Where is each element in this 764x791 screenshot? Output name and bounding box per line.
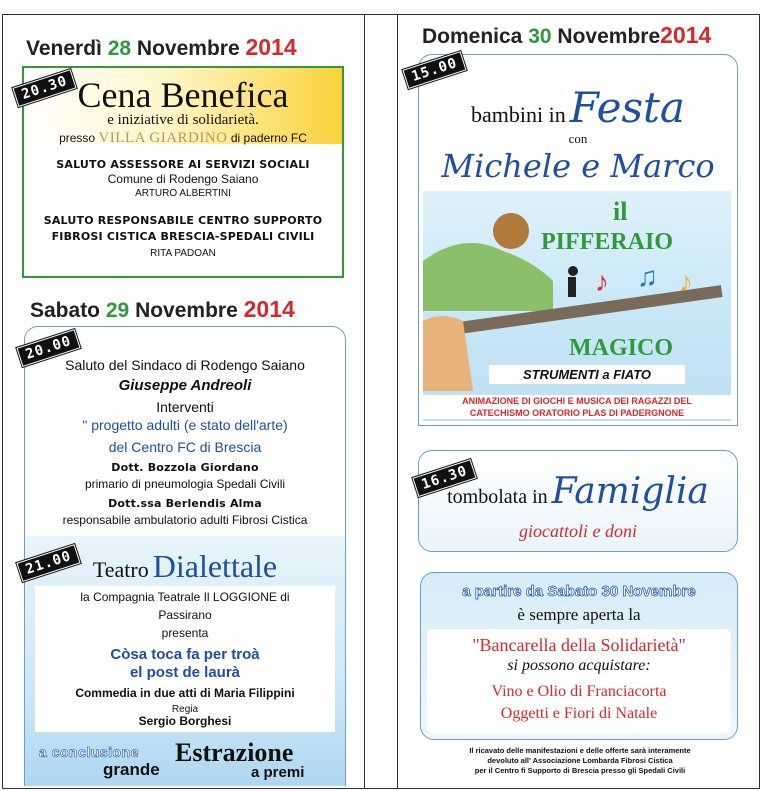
con-label: con bbox=[568, 131, 588, 146]
column-divider-left bbox=[364, 14, 365, 789]
runner-figure bbox=[568, 266, 578, 297]
hills bbox=[423, 243, 553, 311]
animazione-line2: CATECHISMO ORATORIO PLAS DI PADERGNONE bbox=[469, 408, 685, 418]
talks-box bbox=[24, 326, 346, 536]
date-month: Novembre bbox=[557, 25, 661, 48]
company-line2: Passirano bbox=[158, 608, 212, 622]
time-badge-2030: 20.30 bbox=[12, 69, 76, 107]
bancarella-name-box bbox=[427, 629, 731, 733]
date-sunday bbox=[422, 22, 711, 49]
time-badge-1630: 16.30 bbox=[412, 459, 476, 497]
estrazione-label: Estrazione bbox=[175, 738, 294, 767]
pifferaio-label: PIFFERAIO bbox=[541, 229, 673, 255]
premi-label: a premi bbox=[251, 764, 305, 781]
dinner-title: Cena Benefica bbox=[77, 75, 289, 115]
date-number: 30 bbox=[528, 25, 552, 48]
company-line1: la Compagnia Teatrale Il LOGGIONE di bbox=[80, 590, 290, 604]
date-year: 2014 bbox=[245, 34, 297, 60]
music-note-3: ♪ bbox=[679, 266, 693, 297]
date-month: Novembre bbox=[135, 299, 238, 322]
interventions-label: Interventi bbox=[156, 399, 214, 415]
grande-label: grande bbox=[103, 760, 160, 779]
open-line: è sempre aperta la bbox=[517, 605, 641, 624]
column-divider-right bbox=[397, 14, 398, 789]
tombola-prefix: tombolata in bbox=[447, 486, 548, 508]
date-year: 2014 bbox=[243, 296, 295, 322]
giocattoli-line: giocattoli e doni bbox=[519, 521, 637, 541]
date-number: 28 bbox=[107, 37, 132, 60]
animazione-text bbox=[423, 395, 731, 419]
theatre-box bbox=[24, 536, 346, 786]
performers-name: Michele e Marco bbox=[441, 147, 715, 185]
magico-label: MAGICO bbox=[569, 335, 673, 361]
play-title-line2: el post de laurà bbox=[129, 664, 241, 681]
time-badge-2100: 21.00 bbox=[16, 544, 80, 582]
time-badge-1500: 15.00 bbox=[402, 51, 466, 89]
pifferaio-illustration bbox=[423, 191, 731, 421]
theatre-details bbox=[35, 586, 335, 732]
kids-party-box bbox=[418, 54, 738, 426]
date-year: 2014 bbox=[660, 22, 712, 48]
date-number: 29 bbox=[105, 299, 130, 322]
date-month: Novembre bbox=[136, 37, 240, 60]
mayor-greeting: Saluto del Sindaco di Rodengo Saiano bbox=[65, 357, 305, 373]
time-badge-2000: 20.00 bbox=[16, 329, 80, 367]
greeting2-name: RITA PADOAN bbox=[150, 248, 216, 259]
bancarella-name: "Bancarella della Solidarietà" bbox=[472, 635, 686, 655]
greeting1-title: SALUTO ASSESSORE AI SERVIZI SOCIALI bbox=[56, 158, 310, 171]
dinner-venue bbox=[24, 130, 342, 147]
regia-label: Regia bbox=[171, 704, 199, 715]
presenta-label: presenta bbox=[161, 626, 209, 640]
mayor-name: Giuseppe Andreoli bbox=[118, 377, 252, 394]
from-date-banner: a partire da Sabato 30 Novembre bbox=[462, 583, 696, 600]
author-line: Commedia in due atti di Maria Filippini bbox=[75, 686, 295, 700]
doctor1-role: primario di pneumologia Spedali Civili bbox=[84, 477, 286, 491]
bambini-label: bambini in bbox=[471, 102, 566, 127]
venue-name: VILLA GIARDINO bbox=[98, 130, 228, 146]
play-title-line1: Còsa toca fa per troà bbox=[110, 646, 260, 663]
il-label: il bbox=[613, 197, 628, 226]
bambini-line bbox=[419, 83, 737, 132]
festa-label: Festa bbox=[569, 83, 685, 132]
venue-prefix: presso bbox=[59, 131, 96, 145]
project-line: " progetto adulti (e stato dell'arte) bbox=[82, 417, 288, 433]
strumenti-banner: STRUMENTI a FIATO bbox=[489, 365, 685, 384]
date-day: Venerdì bbox=[26, 37, 102, 60]
doctor2-name: Dott.ssa Berlendis Alma bbox=[108, 497, 262, 510]
greeting2-title-line2: FIBROSI CISTICA BRESCIA-SPEDALI CIVILI bbox=[51, 230, 315, 243]
animazione-line1: ANIMAZIONE DI GIOCHI E MUSICA DEI RAGAZZI DEL bbox=[462, 396, 692, 406]
conclusion-label: a conclusione bbox=[39, 744, 139, 760]
dinner-box bbox=[22, 66, 344, 278]
music-note-2: ♫ bbox=[637, 261, 658, 292]
greeting1-name: ARTURO ALBERTINI bbox=[135, 188, 231, 199]
theatre-main: Dialettale bbox=[152, 548, 278, 584]
date-day: Sabato bbox=[30, 299, 101, 322]
dinner-subtitle: e iniziative di solidarietà. bbox=[107, 112, 259, 128]
footer-line1: Il ricavato delle manifestazioni e delle offerte sarà interamente bbox=[469, 746, 691, 755]
greeting1-org: Comune di Rodengo Saiano bbox=[107, 172, 259, 186]
bancarella-box bbox=[420, 572, 738, 740]
date-day: Domenica bbox=[422, 25, 523, 48]
centre-line: del Centro FC di Brescia bbox=[108, 439, 262, 455]
doctor2-role: responsabile ambulatorio adulti Fibrosi Cistica bbox=[62, 513, 308, 527]
doctor1-name: Dott. Bozzola Giordano bbox=[111, 461, 259, 474]
theatre-prefix: Teatro bbox=[92, 557, 149, 582]
footer-note bbox=[410, 746, 750, 776]
venue-suffix: di paderno FC bbox=[230, 131, 307, 145]
music-note-1: ♪ bbox=[595, 266, 609, 297]
footer-line3: per il Centro fi Supporto di Brescia presso gli Spedali Civili bbox=[474, 766, 686, 775]
item-wine-oil: Vino e Olio di Franciacorta bbox=[491, 683, 667, 700]
greeting2-title-line1: SALUTO RESPONSABILE CENTRO SUPPORTO bbox=[43, 214, 323, 227]
director-name: Sergio Borghesi bbox=[138, 714, 232, 728]
date-friday bbox=[26, 34, 297, 61]
footer-line2: devoluto all' Associazione Lombarda Fibrosi Cistica bbox=[487, 756, 673, 765]
pifferaio-image bbox=[423, 191, 731, 421]
date-saturday bbox=[30, 296, 295, 323]
item-gifts-flowers: Oggetti e Fiori di Natale bbox=[500, 705, 658, 722]
famiglia-label: Famiglia bbox=[551, 471, 709, 512]
acquistare-line: si possono acquistare: bbox=[507, 657, 651, 674]
piper-figure bbox=[493, 213, 529, 249]
